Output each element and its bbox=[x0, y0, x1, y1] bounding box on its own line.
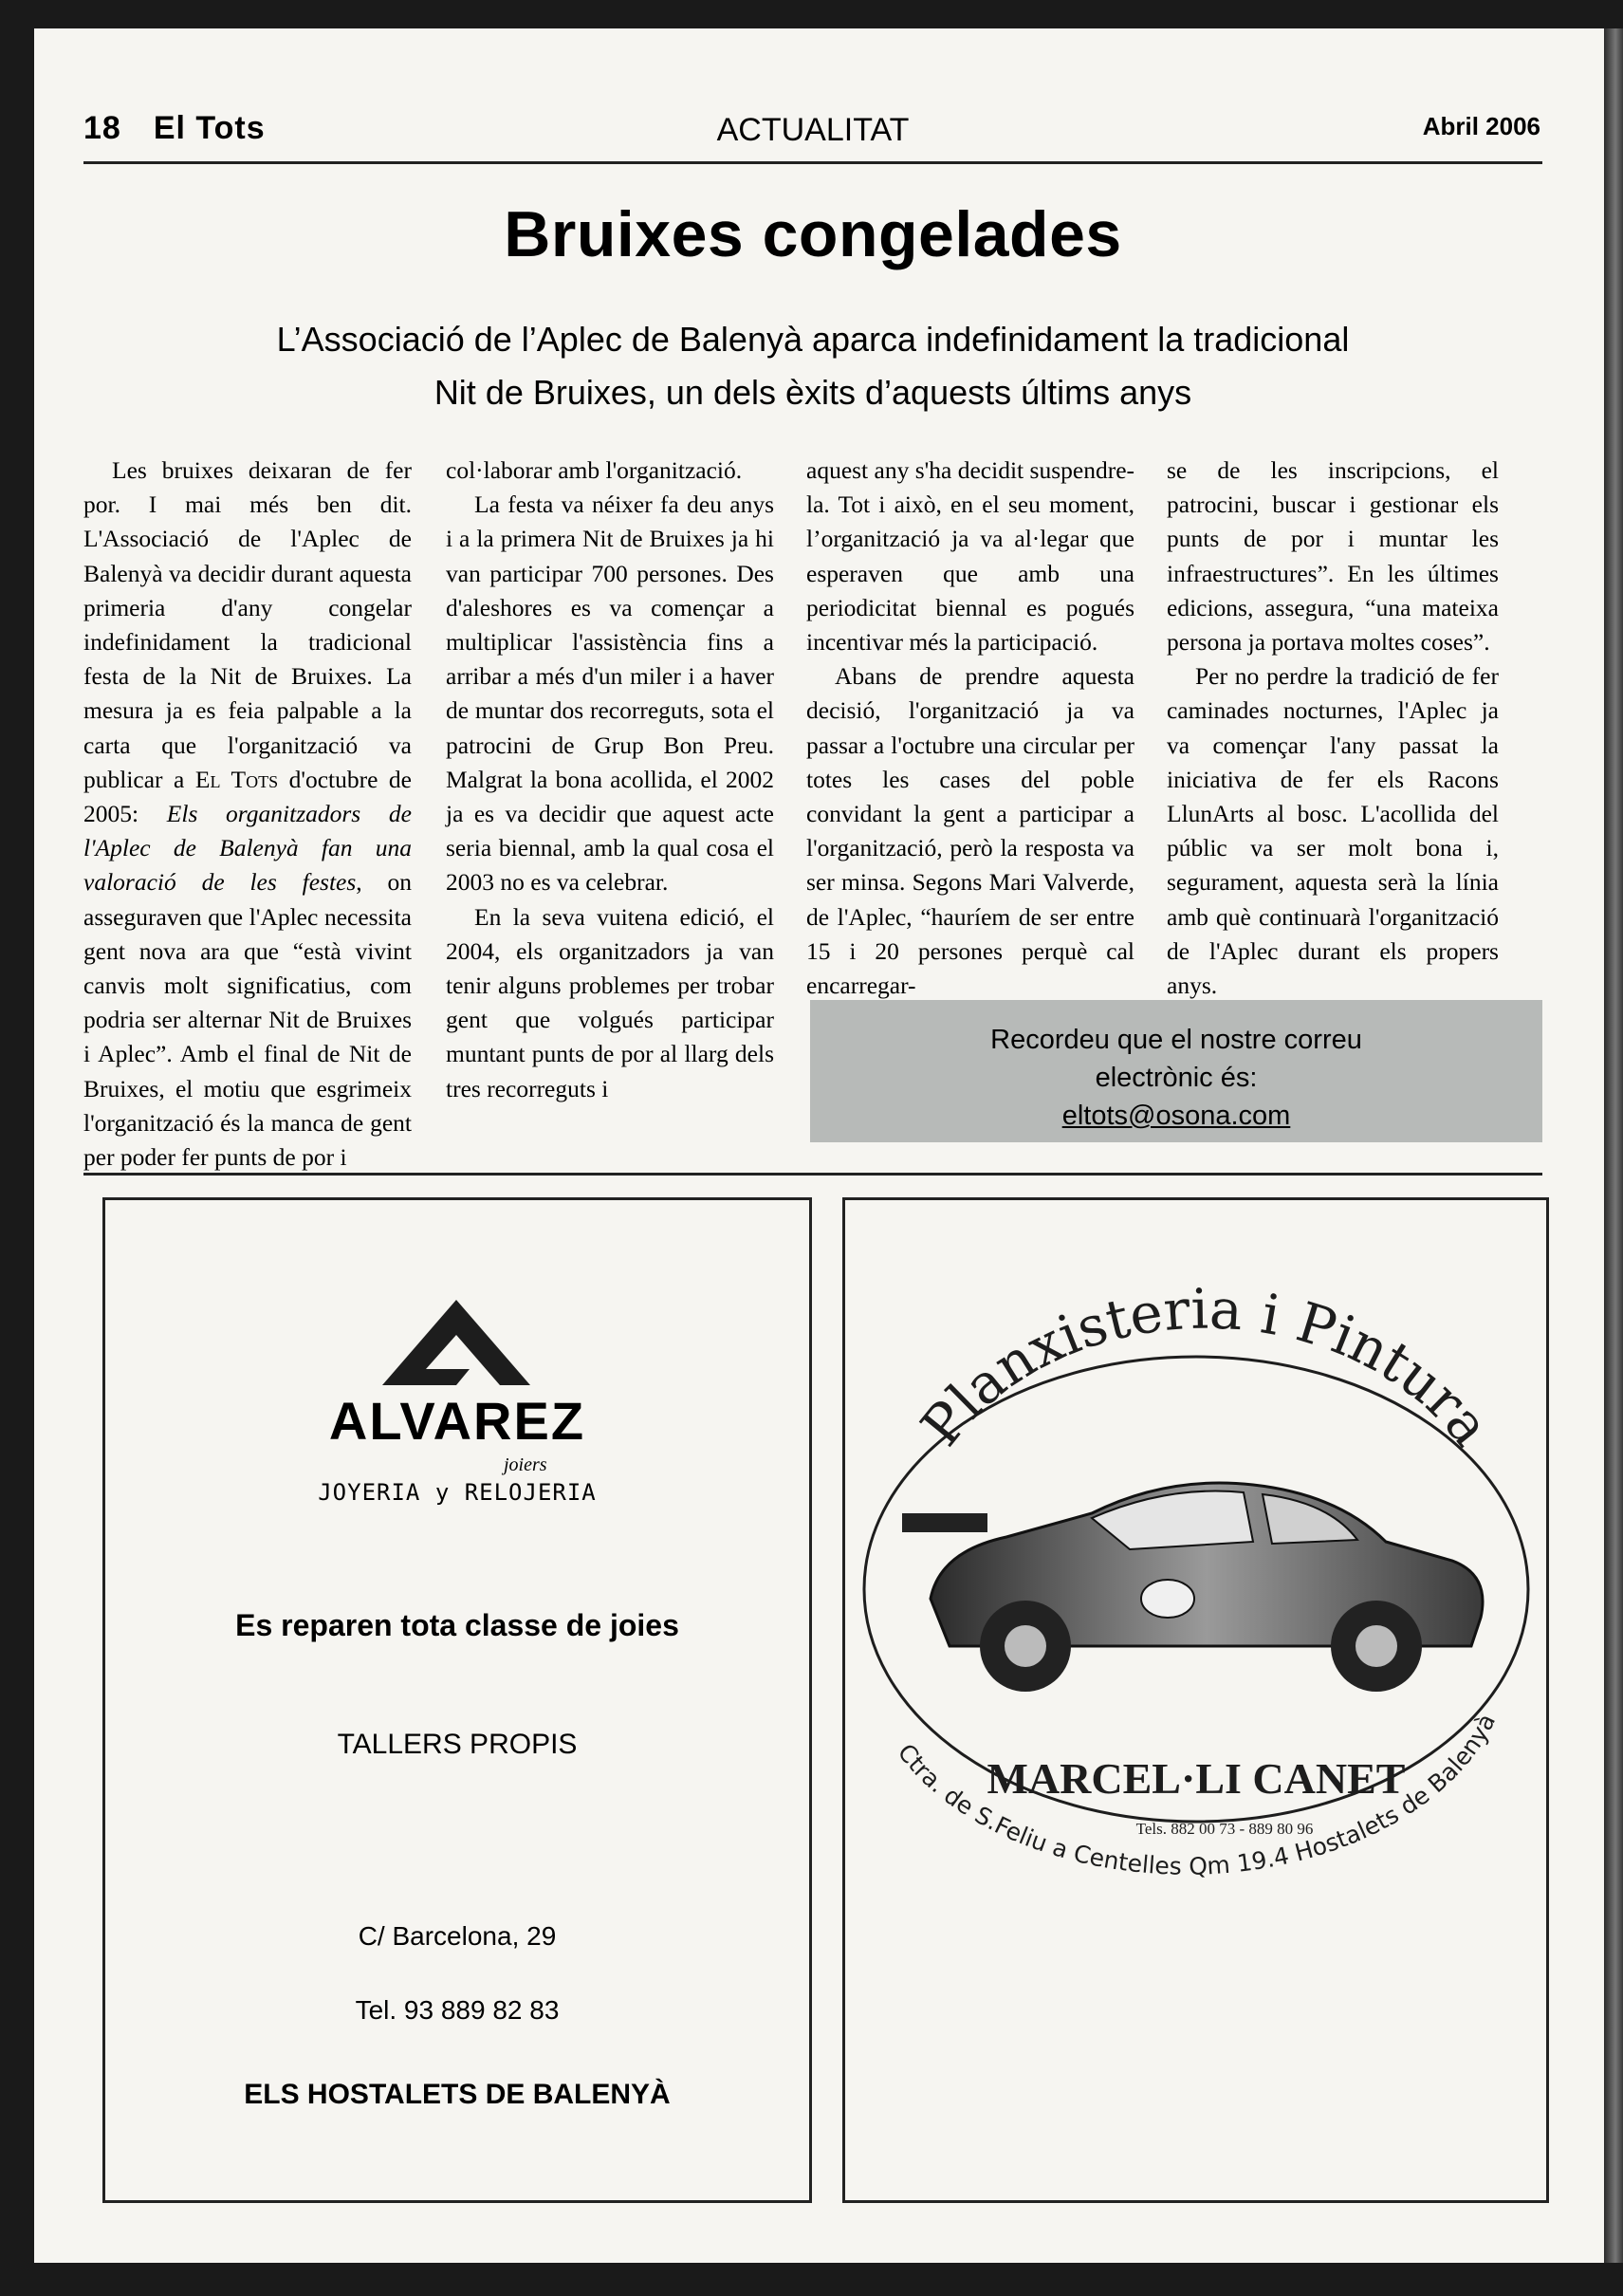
publication-ref: El Tots bbox=[194, 765, 279, 793]
callout-line-1: Recordeu que el nostre correu bbox=[990, 1025, 1362, 1055]
text-run: Les bruixes deixaran de fer por. I mai més ben dit. L'Associació de l'Aplec de Balenyà va decidir durant aquesta primeria d'any congelar indefinidament la tradicional festa de la Nit de Bruixes. La mesura ja es feia palpable a la carta que l'organització va publicar a bbox=[83, 456, 412, 793]
article-subhead bbox=[142, 313, 1484, 419]
page-header bbox=[83, 83, 1542, 159]
callout-line-2: electrònic és: bbox=[1095, 1063, 1258, 1093]
business-phones: Tels. 882 00 73 - 889 80 96 bbox=[1135, 1820, 1314, 1838]
email-link[interactable]: eltots@osona.com bbox=[1061, 1101, 1291, 1131]
paragraph: se de les inscripcions, el patrocini, buscar i gestionar els punts de por i muntar les infraestructures”. En les últimes edicions, assegura, “una mateixa persona ja portava moltes coses”. bbox=[1167, 456, 1499, 657]
subhead-line-1: L’Associació de l’Aplec de Balenyà aparca indefinidament la tradicional bbox=[276, 320, 1350, 359]
text-run: , on asseguraven que l'Aplec necessita gent nova ara que “està vivint canvis molt significatius, com podria ser alternar Nit de Bruixes i Aplec”. Amb el final de Nit de Bruixes, el motiu que esgrimeix l'organització és la manca de gent per poder fer punts de por i bbox=[83, 868, 413, 1172]
canet-ad-artwork bbox=[845, 1200, 1546, 2200]
article-headline: Bruixes congelades bbox=[504, 198, 1122, 270]
ad-address: C/ Barcelona, 29 bbox=[358, 1921, 557, 1951]
text-run: d'octubre de 2005: bbox=[83, 765, 412, 828]
article-column-3 bbox=[806, 454, 1134, 1003]
paragraph: La festa va néixer fa deu anys i a la primera Nit de Bruixes ja hi van participar 700 persones. Des d'aleshores es va començar a multiplicar l'assistència fins a arribar a més d'un miler i a haver de muntar dos recorreguts, sota el patrocini de Grup Bon Preu. Malgrat la bona acollida, el 2002 ja es va decidir que aquest acte seria biennal, amb la qual cosa el 2003 no es va celebrar. bbox=[446, 491, 774, 897]
brand-tagline: joiers bbox=[504, 1454, 547, 1475]
paragraph: Per no perdre la tradició de fer caminades nocturnes, l'Aplec ja va començar l'any passat la iniciativa de fer els Racons LlunArts al bosc. L'acollida del públic va ser molt bona i, segurament, aquesta serà la línia amb què continuarà l'organització de l'Aplec durant els propers anys. bbox=[1167, 662, 1499, 1000]
ad-slogan: Es reparen tota classe de joies bbox=[235, 1608, 679, 1642]
article-column-2 bbox=[446, 454, 774, 1106]
ad-alvarez bbox=[102, 1197, 812, 2203]
paragraph: En la seva vuitena edició, el 2004, els organitzadors ja van tenir alguns problemes per trobar gent que volgués participar muntant punts de por al llarg dels tres recorreguts i bbox=[446, 902, 774, 1102]
paragraph: Abans de prendre aquesta decisió, l'organització ja va passar a l'octubre una circular per totes les cases del poble convidant la gent a participar a l'organització, però la resposta va ser minsa. Segons Mari Valverde, de l'Aplec, “hauríem de ser entre 15 i 20 persones perquè cal encarregar- bbox=[806, 662, 1134, 1000]
paragraph: aquest any s'ha decidit suspendre-la. Tot i això, en el seu moment, l’organització ja va al·legar que esperaven que amb una periodicitat biennal es pogués incentivar més la participació. bbox=[806, 456, 1134, 657]
header-rule bbox=[83, 161, 1542, 164]
car-illustration bbox=[902, 1483, 1483, 1692]
ads-divider bbox=[83, 1173, 1542, 1176]
ad-town: ELS HOSTALETS DE BALENYÀ bbox=[244, 2079, 671, 2110]
paragraph bbox=[83, 454, 412, 1175]
article-column-4 bbox=[1167, 454, 1499, 1003]
publication-name: El Tots bbox=[153, 110, 266, 146]
ad-marcel-li-canet bbox=[842, 1197, 1549, 2203]
ad-phone: Tel. 93 889 82 83 bbox=[355, 1995, 560, 2025]
page-content bbox=[34, 28, 1604, 2263]
arc-address: Ctra. de S.Feliu a Centelles Qm 19.4 Hostalets de Balenyà bbox=[892, 1709, 1502, 1880]
subhead-line-2: Nit de Bruixes, un dels èxits d’aquests últims anys bbox=[433, 373, 1192, 412]
brand-name: ALVAREZ bbox=[328, 1391, 586, 1451]
quoted-title: Els organitzadors de l'Aplec de Balenyà fan una valoració de les festes bbox=[83, 800, 412, 897]
alvarez-logo-icon bbox=[276, 1295, 636, 1390]
arc-title: Planxisteria i Pintura bbox=[908, 1276, 1503, 1458]
business-name: MARCEL·LI CANET bbox=[987, 1754, 1406, 1803]
issue-date: Abril 2006 bbox=[1422, 112, 1540, 140]
ad-workshop: TALLERS PROPIS bbox=[337, 1729, 578, 1760]
email-callout bbox=[810, 1000, 1542, 1142]
article-column-1 bbox=[83, 454, 412, 1175]
paragraph: col·laborar amb l'organització. bbox=[446, 456, 743, 484]
page-number: 18 bbox=[83, 110, 121, 146]
brand-subtitle: JOYERIA y RELOJERIA bbox=[318, 1479, 597, 1506]
section-title: ACTUALITAT bbox=[716, 112, 910, 148]
